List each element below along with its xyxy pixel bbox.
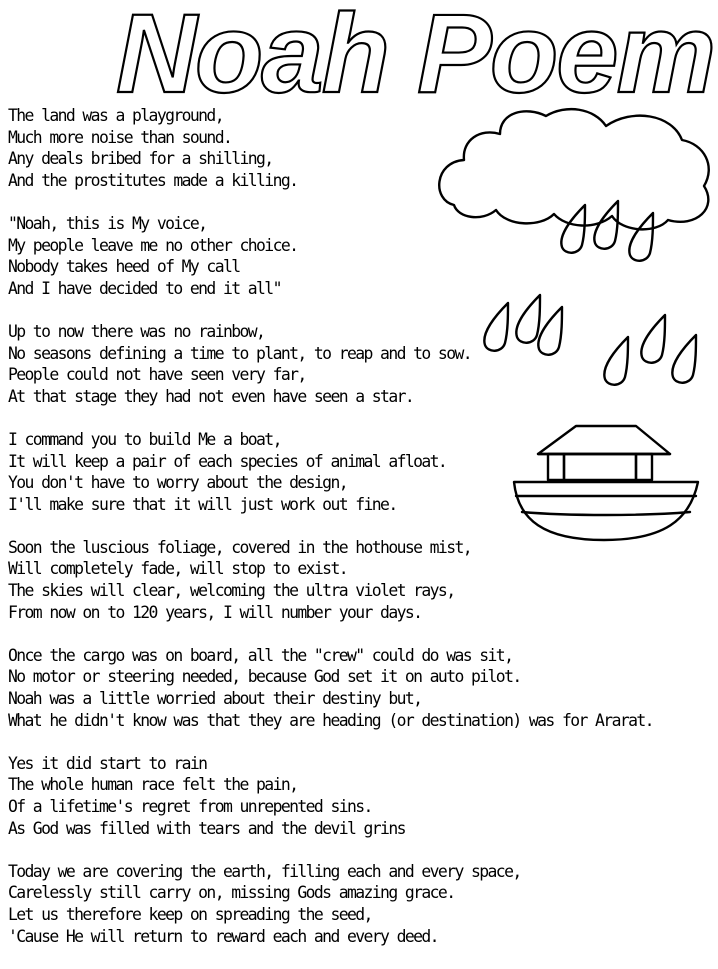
poem-line: Noah was a little worried about their destiny but,	[8, 689, 422, 709]
poem-line: No motor or steering needed, because God set it on auto pilot.	[8, 667, 521, 687]
poem-line: Any deals bribed for a shilling,	[8, 149, 273, 169]
stanza-7	[8, 753, 708, 839]
poem-line: I'll make sure that it will just work out fine.	[8, 494, 397, 514]
poem-line: Today we are covering the earth, filling each and every space,	[8, 861, 521, 881]
poem-line: The land was a playground,	[8, 106, 223, 125]
poem-line: Carelessly still carry on, missing Gods amazing grace.	[8, 883, 455, 903]
page-title-text: Noah Poem	[116, 0, 715, 116]
poem-line: As God was filled with tears and the devil grins	[8, 818, 405, 838]
poem-line: The whole human race felt the pain,	[8, 775, 298, 795]
poem-line: Will completely fade, will stop to exist.	[8, 559, 347, 579]
poem-line: My people leave me no other choice.	[8, 235, 298, 255]
poem-line: Much more noise than sound.	[8, 127, 232, 147]
poem-line: And the prostitutes made a killing.	[8, 170, 298, 190]
raindrops-icon	[470, 195, 710, 395]
stanza-6	[8, 645, 708, 731]
poem-line: Once the cargo was on board, all the "crew" could do was sit,	[8, 645, 513, 665]
poem-line: You don't have to worry about the design,	[8, 473, 347, 493]
poem-line: Of a lifetime's regret from unrepented sins.	[8, 797, 372, 816]
poem-line: The skies will clear, welcoming the ultra violet rays,	[8, 581, 455, 601]
poem-line: Soon the luscious foliage, covered in the hothouse mist,	[8, 537, 472, 557]
poem-line: It will keep a pair of each species of animal afloat.	[8, 451, 447, 471]
ark-icon	[508, 420, 704, 545]
poem-line: I command you to build Me a boat,	[8, 429, 281, 449]
poem-line: Let us therefore keep on spreading the seed,	[8, 904, 372, 924]
poem-line: Up to now there was no rainbow,	[8, 321, 265, 341]
poem-line: No seasons defining a time to plant, to reap and to sow.	[8, 343, 472, 363]
poem-line: At that stage they had not even have seen a star.	[8, 386, 414, 406]
poem-line: Yes it did start to rain	[8, 753, 207, 773]
poem-line: Nobody takes heed of My call	[8, 257, 240, 277]
poem-line: "Noah, this is My voice,	[8, 213, 207, 233]
page-title	[110, 0, 715, 116]
poem-line: From now on to 120 years, I will number your days.	[8, 602, 422, 622]
poem-line: And I have decided to end it all"	[8, 278, 281, 298]
stanza-5	[8, 537, 708, 623]
poem-line: People could not have seen very far,	[8, 365, 306, 385]
stanza-8	[8, 861, 708, 947]
poem-line: What he didn't know was that they are heading (or destination) was for Ararat.	[8, 710, 653, 730]
poem-line: 'Cause He will return to reward each and every deed.	[8, 926, 438, 946]
